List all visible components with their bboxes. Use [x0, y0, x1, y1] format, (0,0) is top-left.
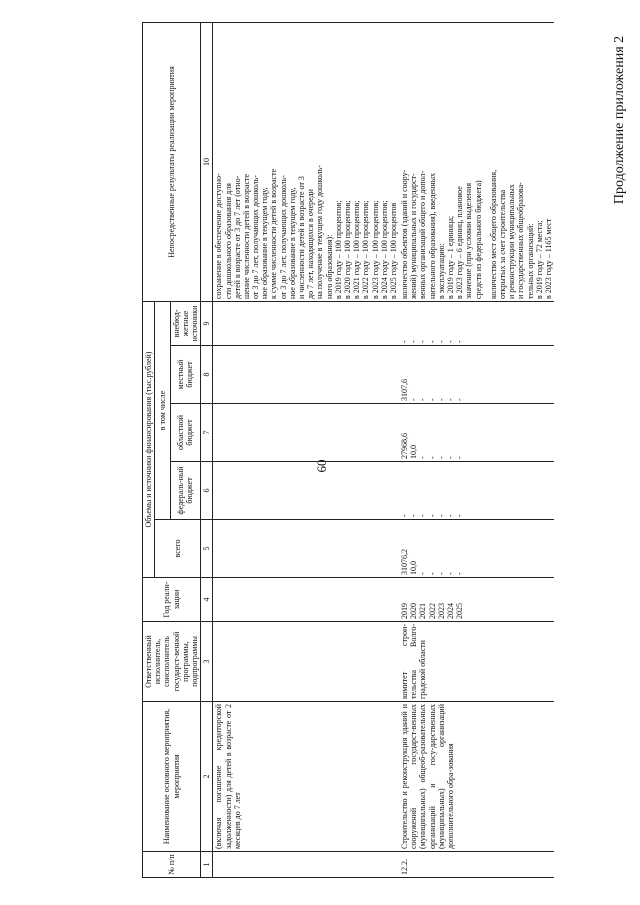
header-extrabudget: внебюд-жетные источники: [170, 302, 201, 346]
table-row: [399, 23, 554, 878]
page-number: 60: [314, 459, 329, 473]
total-value: -: [436, 572, 446, 575]
local-value: -: [446, 398, 455, 401]
header-including: в том числе: [155, 302, 170, 520]
local-value: -: [418, 398, 428, 401]
result-line: в эксплуатацию:: [436, 243, 446, 299]
result-line: в 2021 году – 100 процентов;: [352, 200, 362, 299]
extrabudget-value: -: [400, 340, 410, 343]
row-federal: [399, 462, 554, 520]
row-extrabudget: [399, 302, 554, 346]
extrabudget-value: -: [427, 340, 437, 343]
header-local: местный бюджет: [170, 346, 201, 404]
result-line: жений) муниципальных и государст-: [409, 173, 419, 299]
result-line: ное образование в текущем году,: [287, 187, 297, 299]
result-line: венных организаций общего и допол-: [418, 170, 428, 299]
federal-value: -: [400, 514, 410, 517]
result-line: на получение в текущем году дошколь-: [315, 165, 325, 299]
index-cell: 4: [201, 578, 213, 622]
federal-value: -: [427, 514, 437, 517]
header-executor: Ответственный исполнитель, соисполнитель государст-венной программы, подпрограммы: [143, 622, 201, 702]
result-line: средств из федерального бюджета): [473, 180, 483, 299]
index-cell: 7: [201, 404, 213, 462]
row-name: Строительство и реконструкция зданий и сооружений государст-венных (муниципальных) общеоб-разовательных организаций и госу-дарственных (муниципальных) организаций дополнительного обра-зования: [399, 702, 554, 852]
federal-value: -: [455, 514, 465, 517]
index-cell: 9: [201, 302, 213, 346]
row-name: (включая погашение кредиторской задолженности) для детей в возрасте от 2 месяцев до 7 лет: [213, 702, 399, 852]
total-value: -: [427, 572, 437, 575]
extrabudget-value: -: [455, 340, 465, 343]
result-line: в 2019 году – 1 единица;: [446, 215, 455, 299]
result-line: открытых за счет строительства: [497, 189, 507, 299]
row-years: [399, 578, 554, 622]
header-funding: Объемы и источники финансирования (тыс.рублей): [143, 302, 155, 578]
index-cell: 5: [201, 520, 213, 578]
table-row: [213, 23, 399, 878]
local-value: -: [409, 398, 419, 401]
federal-value: -: [409, 514, 419, 517]
result-line: от 3 до 7 лет, получающих дошколь-: [278, 175, 288, 299]
year-value: 2021: [418, 603, 428, 619]
year-value: 2024: [446, 603, 455, 619]
local-value: -: [455, 398, 465, 401]
row-regional: [399, 404, 554, 462]
header-name: Наименование основного мероприятия, мероприятия: [143, 702, 201, 852]
regional-value: 27968,6: [400, 433, 410, 459]
regional-value: 10,0: [409, 445, 419, 459]
regional-value: -: [427, 456, 437, 459]
result-line: тельных организаций:: [525, 223, 535, 299]
result-line: в 2019 году – 100 процентов;: [333, 200, 343, 299]
result-line: сти дошкольного образования для: [223, 183, 233, 299]
result-line: в 2023 году – 6 единиц, плановое: [455, 186, 465, 299]
index-cell: 8: [201, 346, 213, 404]
header-year: Год реали-зации: [143, 578, 201, 622]
local-value: -: [436, 398, 446, 401]
local-value: 3107,6: [400, 379, 410, 401]
result-line: в 2020 году – 100 процентов;: [342, 200, 352, 299]
header-regional: областной бюджет: [170, 404, 201, 462]
result-line: от 3 до 7 лет, получающих дошколь-: [251, 175, 261, 299]
extrabudget-value: -: [436, 340, 446, 343]
result-line: и реконструкции муниципальных: [507, 184, 517, 299]
regional-value: -: [455, 456, 465, 459]
federal-value: -: [436, 514, 446, 517]
result-line: шение численности детей в возрасте: [241, 173, 251, 299]
index-cell: 2: [201, 702, 213, 852]
index-cell: 3: [201, 622, 213, 702]
result-line: и государственных общеобразова-: [516, 182, 526, 299]
header-federal: федераль-ный бюджет: [170, 462, 201, 520]
total-value: -: [418, 572, 428, 575]
regional-value: -: [446, 456, 455, 459]
result-line: ное образование в текущем году,: [260, 187, 270, 299]
result-line: до 7 лет, находящихся в очереди: [306, 189, 316, 299]
program-table-sheet: [142, 23, 602, 878]
year-value: 2022: [427, 603, 437, 619]
result-line: в 2025 году – 100 процентов: [388, 202, 398, 299]
local-value: -: [427, 398, 437, 401]
result-line: детей в возрасте от 3 до 7 лет (отно-: [232, 175, 242, 299]
result-line: значение (при условии выделения: [464, 182, 474, 299]
regional-value: -: [436, 456, 446, 459]
index-cell: 6: [201, 462, 213, 520]
regional-value: -: [418, 456, 428, 459]
result-line: количество мест общего образования,: [488, 169, 498, 299]
total-value: -: [446, 572, 455, 575]
result-line: к сумме численности детей в возрасте: [269, 168, 279, 299]
extrabudget-value: -: [418, 340, 428, 343]
row-results: [213, 23, 399, 302]
total-value: 31076,2: [400, 549, 410, 575]
header-total: всего: [155, 520, 201, 578]
result-line: нительного образования), введенных: [427, 173, 437, 299]
program-table: [142, 22, 554, 878]
year-value: 2025: [455, 603, 465, 619]
year-value: 2020: [409, 603, 419, 619]
result-line: ного образования):: [324, 234, 334, 299]
extrabudget-value: -: [446, 340, 455, 343]
result-line: в 2023 году – 1165 мест: [543, 218, 553, 299]
index-cell: 1: [201, 852, 213, 878]
row-results: [399, 23, 554, 302]
result-line: в 2022 году – 100 процентов;: [361, 200, 371, 299]
year-value: 2023: [436, 603, 446, 619]
row-total: [399, 520, 554, 578]
row-local: [399, 346, 554, 404]
row-number: 12.2.: [399, 852, 554, 878]
result-line: в 2024 году – 100 процентов;: [379, 200, 389, 299]
federal-value: -: [418, 514, 428, 517]
result-line: количество объектов (зданий и соору-: [400, 169, 410, 299]
result-line: в 2023 году – 100 процентов;: [370, 200, 380, 299]
row-executor: комитет строи-тельства Волго-градской области: [399, 622, 554, 702]
total-value: 10,0: [409, 561, 419, 575]
header-num: № п/п: [143, 852, 201, 878]
federal-value: -: [446, 514, 455, 517]
result-line: в 2019 году – 72 места;: [534, 220, 544, 299]
result-line: сохранение в обеспечение доступно-: [214, 173, 224, 299]
total-value: -: [455, 572, 465, 575]
extrabudget-value: -: [409, 340, 419, 343]
appendix-title: Продолжение приложения 2: [612, 35, 627, 205]
index-cell: 10: [201, 23, 213, 302]
year-value: 2019: [400, 603, 410, 619]
result-line: и численности детей в возрасте от 3: [297, 176, 306, 299]
header-results: Непосредственные результаты реализации мероприятия: [143, 23, 201, 302]
